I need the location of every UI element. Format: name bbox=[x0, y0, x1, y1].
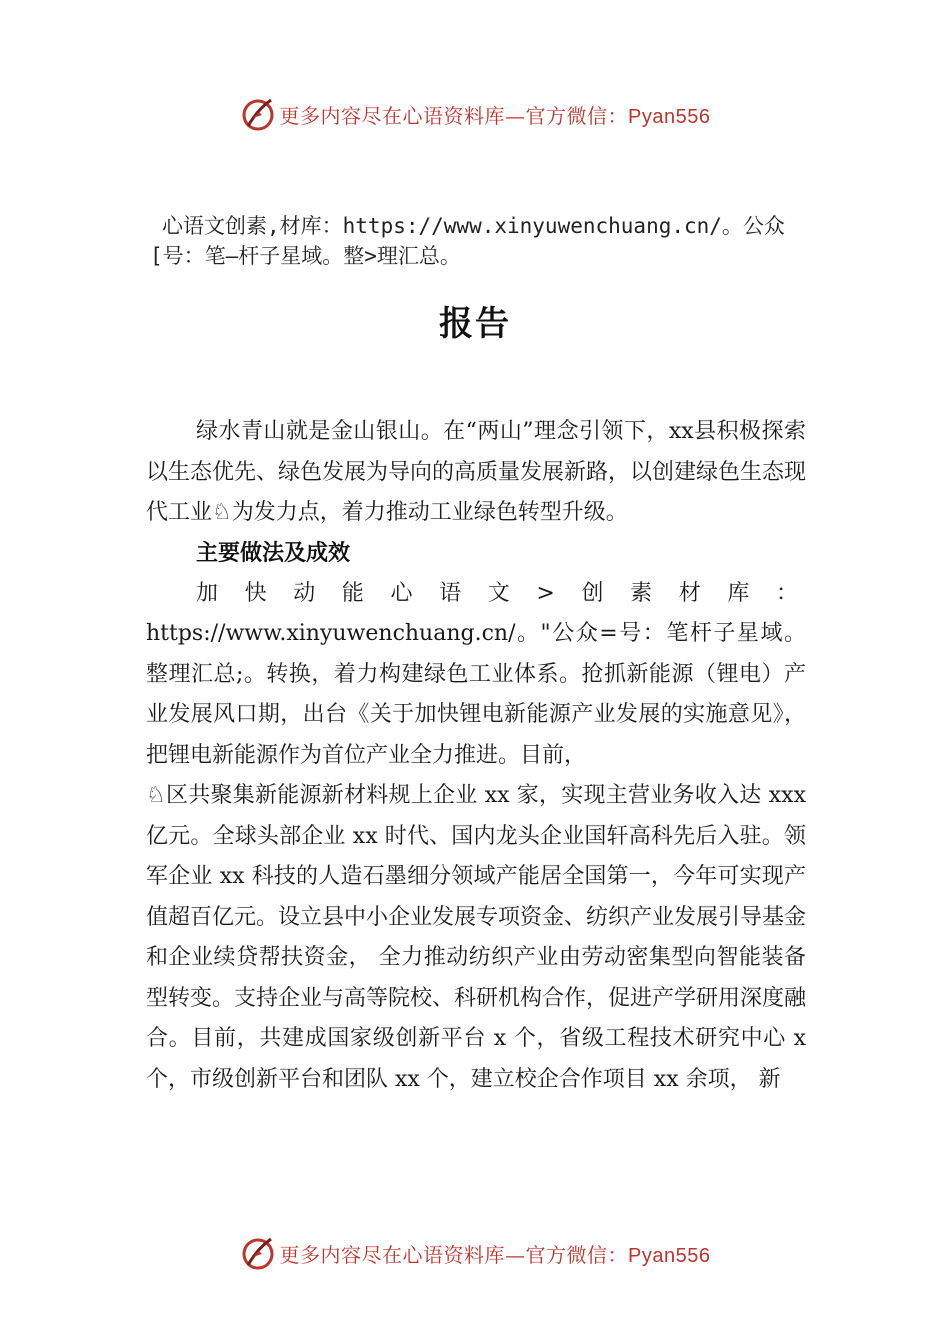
header-note-line-2: [号：笔—杆子星域。整>理汇总。 bbox=[150, 244, 461, 268]
paragraph-1-text: https://www.xinyuwenchuang.cn/。"公众=号：笔杆子星域。整理汇总;。转换，着力构建绿色工业体系。抢抓新能源（锂电）产业发展风口期，出台《关于加快锂电新能源产业发展的实施意见》，把锂电新能源作为首位产业全力推进。目前， bbox=[146, 621, 806, 768]
paragraph-2: ♘区共聚集新能源新材料规上企业 xx 家，实现主营业务收入达 xxx 亿元。全球头部企业 xx 时代、国内龙头企业国轩高科先后入驻。领军企业 xx 科技的人造石墨细分领域产能居全国第一，今年可实现产值超百亿元。设立县中小企业发展专项资金、纺织产业发展引导基金和企业续贷帮扶资金， 全力推动纺织产业由劳动密集型向智能装备型转变。支持企业与高等院校、科研机构合作，促进产学研用深度融合。目前，共建成国家级创新平台 x 个，省级工程技术研究中心 x 个，市级创新平台和团队 xx 个，建立校企合作项目 xx 余项， 新 bbox=[146, 783, 807, 1092]
brush-logo-icon bbox=[240, 96, 276, 132]
watermark-banner-top bbox=[0, 94, 950, 134]
watermark-banner-bottom bbox=[0, 1233, 950, 1273]
watermark-text: 更多内容尽在心语资料库—官方微信：Pyan556 bbox=[279, 1242, 711, 1267]
intro-paragraph: 绿水青山就是金山银山。在“两山”理念引领下，xx县积极探索以生态优先、绿色发展为导向的高质量发展新路，以创建绿色生态现代工业♘为发力点，着力推动工业绿色转型升级。 bbox=[146, 419, 807, 525]
header-note-line-1: 心语文创素,材库：https://www.xinyuwenchuang.cn/。公众 bbox=[162, 214, 785, 238]
watermark-account: Pyan556 bbox=[628, 1244, 711, 1267]
watermark-account: Pyan556 bbox=[628, 105, 711, 128]
watermark-text: 更多内容尽在心语资料库—官方微信：Pyan556 bbox=[279, 103, 711, 128]
paragraph-1 bbox=[146, 574, 806, 777]
document-title: 报告 bbox=[439, 304, 511, 344]
brush-logo-icon bbox=[240, 1235, 276, 1271]
header-note bbox=[150, 211, 862, 271]
paragraph-1-lead: 加快动能心语文>创素材库： bbox=[196, 580, 806, 606]
document-body bbox=[146, 412, 806, 1100]
section-heading: 主要做法及成效 bbox=[196, 540, 351, 566]
